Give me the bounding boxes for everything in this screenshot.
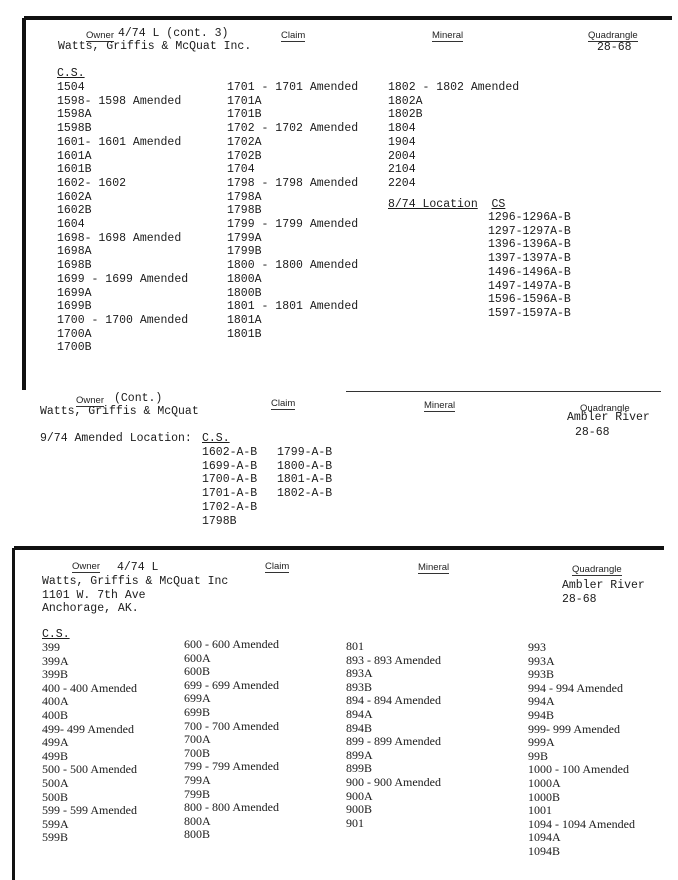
claim-entry: 1798 - 1798 Amended	[227, 176, 359, 190]
claim-entry: 1297-1297A-B	[488, 224, 571, 238]
claim-entry: 600A	[184, 650, 211, 665]
claim-entry: 994B	[528, 707, 555, 722]
claim-entry: 1496-1496A-B	[488, 265, 571, 279]
card2-quad-name: Ambler River	[567, 411, 650, 424]
claim-entry: 1700B	[57, 341, 92, 355]
claim-entry: 1698A	[57, 245, 92, 259]
claim-entry: Watts, Griffis & McQuat Inc	[42, 575, 229, 588]
claim-entry: 1094A	[528, 830, 561, 845]
claim-entry: 894A	[346, 706, 373, 721]
claim-entry: 1801 - 1801 Amended	[227, 300, 359, 314]
claim-entry: 1904	[388, 135, 416, 149]
claim-entry: 500A	[42, 775, 69, 790]
card1-owner-suffix: 4/74 L (cont. 3)	[118, 27, 229, 40]
card3-left-border	[12, 548, 15, 880]
claim-entry: 600B	[184, 664, 211, 679]
card3-owner-address	[42, 575, 228, 616]
card3-cs-label: C.S.	[42, 628, 70, 641]
claim-entry: 901	[346, 815, 364, 830]
claim-entry: 1702A	[227, 135, 262, 149]
card2-claims-column-1	[202, 446, 257, 528]
claim-entry: 1602B	[57, 204, 92, 218]
card1-cs-label: C.S.	[57, 67, 85, 80]
claim-entry: 1700 - 1700 Amended	[57, 313, 189, 327]
claim-entry: 700 - 700 Amended	[184, 718, 279, 733]
claim-entry: 1497-1497A-B	[488, 279, 571, 293]
claim-entry: 900B	[346, 802, 373, 817]
claim-entry: 400A	[42, 694, 69, 709]
claim-entry: 1799A	[227, 231, 262, 245]
claim-entry: 1801-A-B	[277, 473, 333, 487]
claim-entry: 500 - 500 Amended	[42, 762, 137, 777]
claim-entry: 1699B	[57, 300, 92, 314]
card3-owner-suffix: 4/74 L	[117, 561, 159, 574]
card2-claim-header: Claim	[271, 398, 296, 409]
claim-entry: 1798A	[227, 190, 262, 204]
claim-entry: 400B	[42, 707, 69, 722]
claim-entry: 1601- 1601 Amended	[57, 135, 182, 149]
claim-entry: 1799 - 1799 Amended	[227, 218, 359, 232]
card1-claims-column-2	[227, 81, 358, 341]
claim-entry: 994 - 994 Amended	[528, 680, 623, 695]
card2-claims-column-2	[277, 446, 332, 501]
claim-entry: 1699A	[57, 286, 92, 300]
claim-entry: 500B	[42, 789, 69, 804]
claim-entry: 1798B	[227, 204, 262, 218]
claim-entry: 1801B	[227, 327, 262, 341]
claim-entry: 1702-A-B	[202, 500, 258, 514]
claim-entry: 894 - 894 Amended	[346, 693, 441, 708]
card2-owner-name: Watts, Griffis & McQuat	[40, 405, 199, 418]
claim-entry: 1094 - 1094 Amended	[528, 816, 635, 831]
claim-entry: 599A	[42, 816, 69, 831]
claim-entry: 1504	[57, 81, 85, 94]
claim-entry: 499B	[42, 748, 69, 763]
claim-entry: 1701A	[227, 94, 262, 108]
claim-entry: 1802B	[388, 108, 423, 122]
claim-entry: 1598B	[57, 122, 92, 136]
claim-entry: 1699 - 1699 Amended	[57, 272, 189, 286]
card2-quad-value: 28-68	[575, 426, 610, 439]
card1-quad-value: 28-68	[597, 41, 632, 54]
claim-entry: 399	[42, 640, 60, 654]
claim-entry: 399B	[42, 667, 69, 682]
claim-entry: 1397-1397A-B	[488, 252, 571, 266]
card2-quadrangle-header: Quadrangle	[580, 403, 630, 414]
claim-entry: 1000 - 100 Amended	[528, 762, 629, 777]
claim-entry: 1094B	[528, 843, 561, 858]
claim-entry: 1800A	[227, 272, 262, 286]
claim-entry: 1602A	[57, 190, 92, 204]
claim-entry: 800B	[184, 827, 211, 842]
claim-entry: 1700-A-B	[202, 473, 258, 487]
claim-entry: 1799-A-B	[277, 446, 333, 459]
claim-entry: 1802-A-B	[277, 487, 333, 501]
claim-entry: 699A	[184, 691, 211, 706]
claim-entry: 994A	[528, 694, 555, 709]
claim-entry: 1702 - 1702 Amended	[227, 122, 359, 136]
claim-entry: 1396-1396A-B	[488, 238, 571, 252]
card1-top-border	[24, 16, 672, 20]
claim-entry: 1804	[388, 122, 416, 136]
claim-entry: 1101 W. 7th Ave	[42, 588, 146, 602]
claim-entry: 900 - 900 Amended	[346, 774, 441, 789]
claim-entry: 1799B	[227, 245, 262, 259]
card3-mineral-header: Mineral	[418, 562, 450, 573]
claim-entry: 899A	[346, 747, 373, 762]
claim-entry: 801	[346, 639, 364, 653]
claim-entry: 1699-A-B	[202, 459, 258, 473]
card1-location-list	[488, 211, 571, 321]
claim-entry: 1798B	[202, 514, 237, 528]
claim-entry: 993A	[528, 653, 555, 668]
claim-entry: 893 - 893 Amended	[346, 652, 441, 667]
card2-cs-label: C.S.	[202, 432, 230, 445]
card3-quad-name: Ambler River	[562, 579, 645, 592]
claim-entry: 1801A	[227, 313, 262, 327]
claim-entry: 1601A	[57, 149, 92, 163]
claim-entry: Anchorage, AK.	[42, 602, 139, 616]
claim-entry: 699B	[184, 704, 211, 719]
claim-entry: 1598- 1598 Amended	[57, 94, 182, 108]
claim-entry: 99B	[528, 748, 549, 763]
claim-entry: 1698- 1698 Amended	[57, 231, 182, 245]
claim-entry: 899B	[346, 761, 373, 776]
claim-entry: 699 - 699 Amended	[184, 677, 279, 692]
claim-entry: 700A	[184, 732, 211, 747]
claim-entry: 2204	[388, 176, 416, 190]
card3-quad-value: 28-68	[562, 593, 597, 606]
claim-entry: 1800-A-B	[277, 459, 333, 473]
claim-entry: 1598A	[57, 108, 92, 122]
card3-claims-column-2	[184, 638, 279, 842]
card1-claim-header: Claim	[281, 30, 306, 41]
card1-owner-header: Owner	[86, 30, 114, 41]
claim-entry: 1597-1597A-B	[488, 306, 571, 320]
claim-entry: 1700A	[57, 327, 92, 341]
card2-top-border	[346, 391, 661, 392]
claim-entry: 993B	[528, 667, 555, 682]
claim-entry: 1596-1596A-B	[488, 293, 571, 307]
claim-entry: 1001	[528, 803, 552, 818]
claim-entry: 900A	[346, 788, 373, 803]
claim-entry: 499- 499 Amended	[42, 721, 134, 736]
claim-entry: 1000A	[528, 775, 561, 790]
claim-entry: 999A	[528, 735, 555, 750]
claim-entry: 1800B	[227, 286, 262, 300]
card2-mineral-header: Mineral	[424, 400, 456, 411]
claim-entry: 899 - 899 Amended	[346, 734, 441, 749]
claim-entry: 1702B	[227, 149, 262, 163]
claim-entry: 399A	[42, 653, 69, 668]
card3-claim-header: Claim	[265, 561, 290, 572]
claim-entry: 2104	[388, 163, 416, 177]
claim-entry: 1601B	[57, 163, 92, 177]
claim-entry: 1296-1296A-B	[488, 211, 571, 224]
card1-location-label: 8/74 Location CS	[388, 198, 506, 211]
card3-quadrangle-header: Quadrangle	[572, 564, 622, 575]
claim-entry: 893B	[346, 679, 373, 694]
claim-entry: 894B	[346, 720, 373, 735]
claim-entry: 999- 999 Amended	[528, 721, 620, 736]
claim-entry: 800A	[184, 813, 211, 828]
claim-entry: 499A	[42, 735, 69, 750]
claim-entry: 600 - 600 Amended	[184, 637, 279, 651]
claim-entry: 1701 - 1701 Amended	[227, 81, 359, 94]
claim-entry: 893A	[346, 666, 373, 681]
card1-claims-column-3	[388, 81, 519, 191]
claim-entry: 799 - 799 Amended	[184, 759, 279, 774]
card3-owner-header: Owner	[72, 561, 100, 572]
claim-entry: 1000B	[528, 789, 561, 804]
claim-entry: 799B	[184, 786, 211, 801]
claim-entry: 700B	[184, 745, 211, 760]
claim-entry: 599 - 599 Amended	[42, 803, 137, 818]
claim-entry: 1802A	[388, 94, 423, 108]
card1-mineral-header: Mineral	[432, 30, 464, 41]
card2-owner-header: Owner	[76, 395, 104, 406]
claim-entry: 1701B	[227, 108, 262, 122]
card1-left-border	[22, 18, 26, 390]
claim-entry: 1800 - 1800 Amended	[227, 259, 359, 273]
card1-quadrangle-header: Quadrangle	[588, 30, 638, 41]
card3-claims-column-4	[528, 641, 635, 859]
claim-entry: 1698B	[57, 259, 92, 273]
card2-amended-label: 9/74 Amended Location:	[40, 432, 192, 445]
card2-owner-suffix: (Cont.)	[114, 392, 163, 405]
claim-entry: 2004	[388, 149, 416, 163]
claim-entry: 799A	[184, 772, 211, 787]
card3-top-border	[14, 546, 664, 550]
card1-claims-column-1	[57, 81, 188, 355]
claim-entry: 800 - 800 Amended	[184, 800, 279, 815]
claim-entry: 1701-A-B	[202, 487, 258, 501]
claim-entry: 1602- 1602	[57, 176, 127, 190]
claim-entry: 400 - 400 Amended	[42, 680, 137, 695]
card1-owner-name: Watts, Griffis & McQuat Inc.	[58, 40, 252, 53]
claim-entry: 1802 - 1802 Amended	[388, 81, 520, 94]
claim-entry: 1704	[227, 163, 255, 177]
claim-entry: 1604	[57, 218, 85, 232]
claim-entry: 993	[528, 640, 546, 654]
claim-entry: 1602-A-B	[202, 446, 258, 459]
card3-claims-column-3	[346, 640, 441, 830]
card3-claims-column-1	[42, 641, 137, 845]
claim-entry: 599B	[42, 830, 69, 845]
